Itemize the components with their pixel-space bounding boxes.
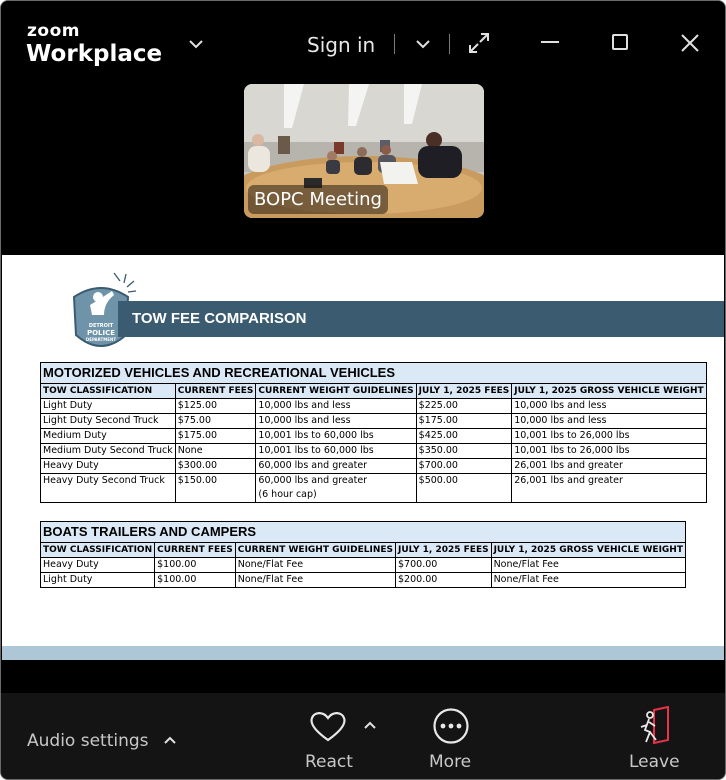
column-header: CURRENT WEIGHT GUIDELINES [256, 384, 416, 399]
table-cell: $125.00 [175, 399, 256, 414]
table-cell: $300.00 [175, 459, 256, 474]
table-cell: 10,001 lbs to 60,000 lbs [256, 429, 416, 444]
column-header: JULY 1, 2025 FEES [416, 384, 512, 399]
table-cell: Medium Duty Second Truck [41, 444, 176, 459]
table-cell: Light Duty Second Truck [41, 414, 176, 429]
logo-text-department: DEPARTMENT [85, 337, 117, 342]
react-button-label[interactable]: React [305, 752, 353, 772]
leave-button-label[interactable]: Leave [629, 752, 680, 772]
table-cell: Heavy Duty Second Truck [41, 474, 176, 503]
table-cell [256, 474, 416, 503]
table-cell: $350.00 [416, 444, 512, 459]
sign-in-button[interactable]: Sign in [307, 33, 376, 57]
logo-text-detroit: DETROIT [88, 323, 114, 329]
motorized-vehicles-table [40, 362, 707, 503]
document-title: TOW FEE COMPARISON [132, 310, 307, 327]
table-cell: $225.00 [416, 399, 512, 414]
table-cell: Medium Duty [41, 429, 176, 444]
titlebar-divider [449, 34, 450, 54]
table-cell: 10,001 lbs to 26,000 lbs [512, 429, 706, 444]
table-cell: $500.00 [416, 474, 512, 503]
table-cell: $425.00 [416, 429, 512, 444]
meeting-toolbar [1, 693, 725, 780]
table-row [41, 414, 707, 429]
column-header: CURRENT WEIGHT GUIDELINES [235, 543, 395, 558]
table-cell: Light Duty [41, 573, 155, 588]
table-row [41, 429, 707, 444]
document-footer-strip [2, 646, 724, 660]
table-cell: 10,000 lbs and less [256, 414, 416, 429]
column-header: TOW CLASSIFICATION [41, 543, 155, 558]
table-cell: Heavy Duty [41, 459, 176, 474]
table-row [41, 399, 707, 414]
chevron-down-icon[interactable] [414, 38, 432, 50]
brand-workplace: Workplace [26, 41, 163, 67]
table-cell: 10,000 lbs and less [256, 399, 416, 414]
more-button-label[interactable]: More [429, 752, 472, 772]
audio-settings-button[interactable]: Audio settings [27, 731, 149, 751]
close-icon[interactable] [679, 32, 701, 54]
table-cell: None [175, 444, 256, 459]
maximize-icon[interactable] [612, 34, 628, 50]
table-cell: $700.00 [416, 459, 512, 474]
chevron-up-icon[interactable] [363, 720, 377, 730]
logo-text-police: POLICE [86, 329, 116, 337]
table-cell: $700.00 [396, 558, 492, 573]
title-banner [118, 301, 724, 337]
column-header: TOW CLASSIFICATION [41, 384, 176, 399]
column-header: CURRENT FEES [175, 384, 256, 399]
expand-icon[interactable] [467, 31, 491, 55]
brand-zoom: zoom [27, 21, 80, 41]
participant-video[interactable] [244, 84, 484, 218]
table-cell: 26,001 lbs and greater [512, 474, 706, 503]
table-cell: None/Flat Fee [235, 558, 395, 573]
title-bar [1, 1, 725, 79]
table-cell: None/Flat Fee [491, 558, 685, 573]
cell-line-extra: (6 hour cap) [258, 489, 317, 500]
table-cell: 10,000 lbs and less [512, 399, 706, 414]
table-cell: $175.00 [175, 429, 256, 444]
table-cell: None/Flat Fee [491, 573, 685, 588]
table-cell: $100.00 [155, 558, 236, 573]
cell-line: 60,000 lbs and greater [258, 475, 368, 486]
table-cell: 26,001 lbs and greater [512, 459, 706, 474]
table-cell: $100.00 [155, 573, 236, 588]
stage-spacer [1, 660, 725, 693]
table-cell: $175.00 [416, 414, 512, 429]
column-header: JULY 1, 2025 GROSS VEHICLE WEIGHT [491, 543, 685, 558]
table-cell: $200.00 [396, 573, 492, 588]
chevron-up-icon[interactable] [163, 735, 177, 745]
more-dots-icon[interactable] [432, 707, 470, 745]
table-row [41, 459, 707, 474]
titlebar-divider [394, 34, 395, 54]
chevron-down-icon[interactable] [187, 37, 205, 51]
table-row [41, 444, 707, 459]
video-stage [1, 79, 725, 255]
table-cell: Light Duty [41, 399, 176, 414]
boats-trailers-table [40, 521, 686, 588]
table-cell: $150.00 [175, 474, 256, 503]
table-cell: None/Flat Fee [235, 573, 395, 588]
column-header: JULY 1, 2025 GROSS VEHICLE WEIGHT [512, 384, 706, 399]
table-cell: 10,000 lbs and less [512, 414, 706, 429]
heart-icon[interactable] [308, 709, 348, 743]
minimize-icon[interactable] [541, 41, 559, 43]
table-row [41, 474, 707, 503]
table-cell: 10,001 lbs to 60,000 lbs [256, 444, 416, 459]
table-title: BOATS TRAILERS AND CAMPERS [41, 522, 686, 543]
shared-document [2, 255, 724, 647]
table-row [41, 558, 686, 573]
column-header: CURRENT FEES [155, 543, 236, 558]
participant-name-label: BOPC Meeting [248, 185, 388, 214]
table-cell: 10,001 lbs to 26,000 lbs [512, 444, 706, 459]
table-cell: Heavy Duty [41, 558, 155, 573]
leave-door-icon[interactable] [634, 706, 674, 746]
column-header: JULY 1, 2025 FEES [396, 543, 492, 558]
table-row [41, 573, 686, 588]
table-title: MOTORIZED VEHICLES AND RECREATIONAL VEHICLES [41, 363, 707, 384]
table-cell: $75.00 [175, 414, 256, 429]
table-cell: 60,000 lbs and greater [256, 459, 416, 474]
